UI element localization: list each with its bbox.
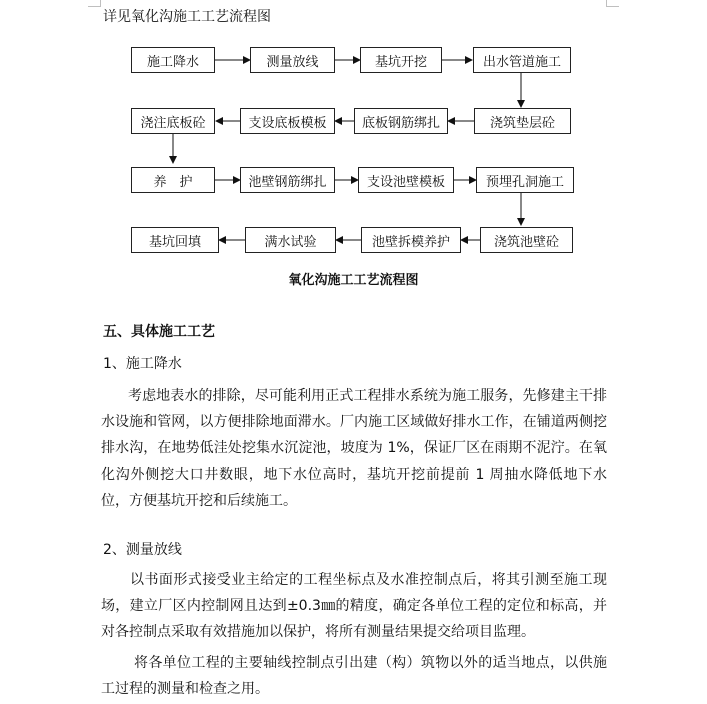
subsection-dewatering-title: 1、施工降水 (103, 356, 182, 372)
flow-step-backfill: 基坑回填 (131, 227, 219, 253)
flow-step-cushion-concrete: 浇筑垫层砼 (474, 108, 571, 134)
flow-step-water-test: 满水试验 (245, 227, 336, 253)
flow-step-pour-base-slab: 浇注底板砼 (131, 108, 215, 134)
flow-step-base-rebar: 底板钢筋绑扎 (354, 108, 448, 134)
surveying-paragraph-1: 以书面形式接受业主给定的工程坐标点及水准控制点后，将其引测至施工现场，建立厂区内控制网且达到±0.3㎜的精度，确定各单位工程的定位和标高，并对各控制点采取有效措施加以保护，将所有测量结果提交给项目监理。 (101, 572, 607, 641)
flow-step-dewatering: 施工降水 (131, 47, 215, 73)
flow-step-base-formwork: 支设底板模板 (240, 108, 335, 134)
section-title: 五、具体施工工艺 (103, 324, 215, 340)
surveying-paragraph-2: 将各单位工程的主要轴线控制点引出建（构）筑物以外的适当地点，以供施工过程的测量和检查之用。 (101, 655, 607, 698)
dewatering-paragraph: 考虑地表水的排除，尽可能利用正式工程排水系统为施工服务，先修建主干排水设施和管网，以方便排除地面滞水。厂内施工区域做好排水工作，在铺道两侧挖排水沟，在地势低洼处挖集水沉淀池，坡度为 1%，保证厂区在雨期不泥泞。在氧化沟外侧挖大口井数眼，地下水位高时，基坑开挖前提前 1 周抽水降低地下水位，方便基坑开挖和后续施工。 (101, 388, 607, 509)
flow-step-wall-formwork: 支设池壁模板 (358, 167, 454, 193)
intro-text: 详见氧化沟施工工艺流程图 (103, 9, 271, 25)
subsection-surveying-title: 2、测量放线 (103, 542, 182, 558)
flow-step-outlet-pipe: 出水管道施工 (473, 47, 571, 73)
flow-step-curing: 养 护 (131, 167, 215, 193)
flowchart-arrows (0, 0, 707, 300)
flow-step-pour-wall: 浇筑池壁砼 (480, 227, 573, 253)
flow-step-wall-rebar: 池壁钢筋绑扎 (240, 167, 335, 193)
flow-step-embedded-holes: 预埋孔洞施工 (476, 167, 574, 193)
flow-step-excavation: 基坑开挖 (360, 47, 442, 73)
flowchart-caption: 氧化沟施工工艺流程图 (288, 273, 419, 288)
flow-step-surveying: 测量放线 (250, 47, 335, 73)
flow-step-wall-demold-curing: 池壁拆模养护 (361, 227, 461, 253)
